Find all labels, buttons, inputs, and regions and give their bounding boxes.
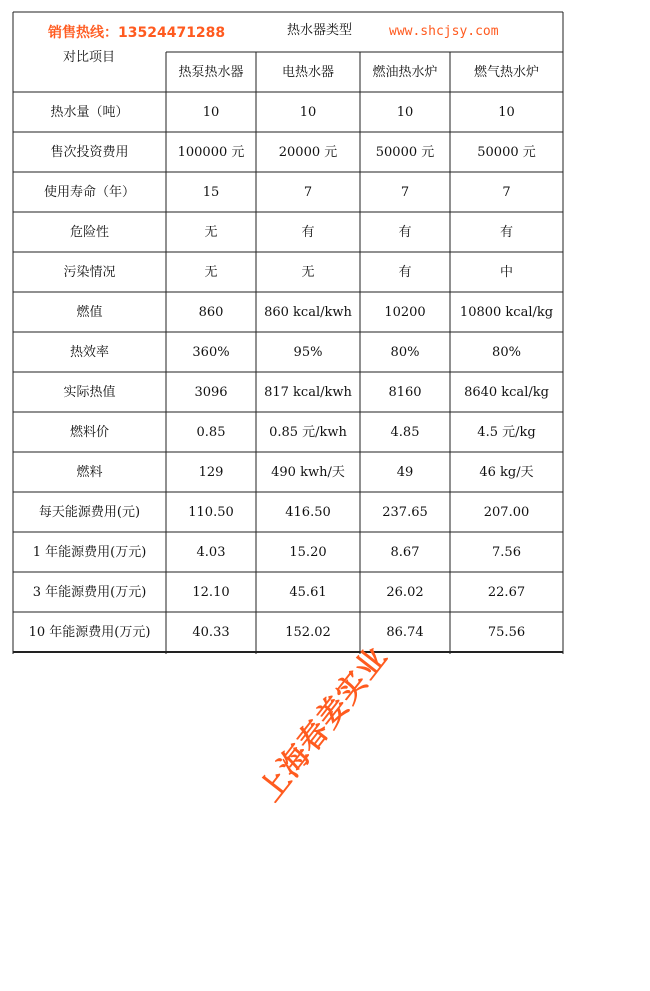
column-heat-pump: 热泵热水器 — [178, 64, 244, 80]
comparison-table — [13, 12, 563, 654]
table-cell: 860 kcal/kwh — [264, 304, 352, 320]
table-cell: 10200 — [384, 304, 426, 320]
table-cell: 8640 kcal/kg — [464, 384, 549, 400]
table-cell: 4.03 — [196, 544, 226, 560]
table-cell: 有 — [398, 224, 412, 240]
table-cell: 有 — [301, 224, 315, 240]
table-cell: 3096 — [194, 384, 228, 400]
row-label: 1 年能源费用(万元) — [32, 544, 147, 560]
table-cell: 95% — [293, 344, 323, 360]
table-cell: 有 — [499, 224, 513, 240]
row-label: 10 年能源费用(万元) — [28, 624, 151, 640]
table-cell: 49 — [396, 464, 414, 480]
row-label: 热效率 — [69, 344, 109, 360]
table-cell: 40.33 — [192, 624, 230, 640]
table-cell: 416.50 — [285, 504, 331, 520]
column-oil-heater: 燃油热水炉 — [372, 64, 438, 80]
table-cell: 无 — [204, 224, 218, 240]
table-cell: 有 — [398, 264, 412, 280]
table-cell: 15.20 — [289, 544, 327, 560]
table-cell: 152.02 — [285, 624, 331, 640]
row-label: 污染情况 — [63, 264, 116, 280]
table-cell: 20000 元 — [278, 144, 338, 160]
row-label: 每天能源费用(元) — [38, 504, 141, 520]
row-label: 实际热值 — [63, 384, 116, 400]
table-cell: 7.56 — [492, 544, 521, 560]
table-cell: 7 — [502, 184, 511, 200]
sales-hotline: 销售热线：13524471288 — [48, 25, 226, 41]
row-label: 使用寿命（年） — [43, 184, 135, 200]
table-cell: 7 — [303, 184, 313, 200]
company-watermark: 上海春姜实业 — [252, 640, 395, 809]
table-cell: 80% — [390, 344, 420, 360]
row-label: 售次投资费用 — [50, 144, 129, 160]
table-cell: 0.85 元/kwh — [269, 424, 347, 440]
comparison-items-header: 对比项目 — [63, 50, 116, 65]
row-label: 燃值 — [76, 304, 103, 320]
website-url[interactable]: www.shcjsy.com — [389, 24, 499, 39]
table-cell: 80% — [492, 344, 521, 360]
table-cell: 12.10 — [192, 584, 230, 600]
table-cell: 360% — [192, 344, 230, 360]
row-label: 热水量（吨） — [50, 104, 129, 120]
table-cell: 207.00 — [483, 504, 530, 520]
table-cell: 7 — [400, 184, 410, 200]
table-cell: 22.67 — [487, 584, 526, 600]
row-label: 燃料 — [76, 464, 103, 480]
table-cell: 10 — [396, 104, 414, 120]
table-cell: 0.85 — [196, 424, 226, 440]
column-gas-heater: 燃气热水炉 — [473, 64, 539, 80]
table-cell: 无 — [204, 264, 218, 280]
row-label: 燃料价 — [69, 424, 109, 440]
table-cell: 8160 — [388, 384, 422, 400]
table-cell: 10 — [498, 104, 515, 120]
row-label: 3 年能源费用(万元) — [32, 584, 147, 600]
table-cell: 110.50 — [188, 504, 234, 520]
table-cell: 50000 元 — [477, 144, 536, 160]
table-cell: 10 — [202, 104, 220, 120]
table-cell: 15 — [202, 184, 220, 200]
table-cell: 10 — [299, 104, 317, 120]
table-cell: 100000 元 — [177, 144, 245, 160]
table-cell: 无 — [301, 264, 315, 280]
table-cell: 129 — [198, 464, 224, 480]
table-cell: 中 — [499, 264, 513, 280]
table-cell: 50000 元 — [375, 144, 435, 160]
table-cell: 860 — [198, 304, 224, 320]
table-cell: 237.65 — [382, 504, 428, 520]
table-cell: 26.02 — [386, 584, 424, 600]
group-header: 热水器类型 — [287, 23, 353, 38]
table-cell: 46 kg/天 — [479, 464, 534, 480]
table-cell: 4.5 元/kg — [477, 424, 536, 440]
table-cell: 490 kwh/天 — [271, 464, 345, 480]
row-label: 危险性 — [69, 224, 109, 240]
table-cell: 75.56 — [487, 624, 526, 640]
table-cell: 10800 kcal/kg — [459, 304, 554, 320]
table-cell: 817 kcal/kwh — [264, 384, 352, 400]
table-cell: 86.74 — [386, 624, 424, 640]
table-cell: 45.61 — [289, 584, 327, 600]
table-cell: 8.67 — [390, 544, 420, 560]
table-cell: 4.85 — [390, 424, 420, 440]
column-electric-heater: 电热水器 — [281, 64, 334, 80]
